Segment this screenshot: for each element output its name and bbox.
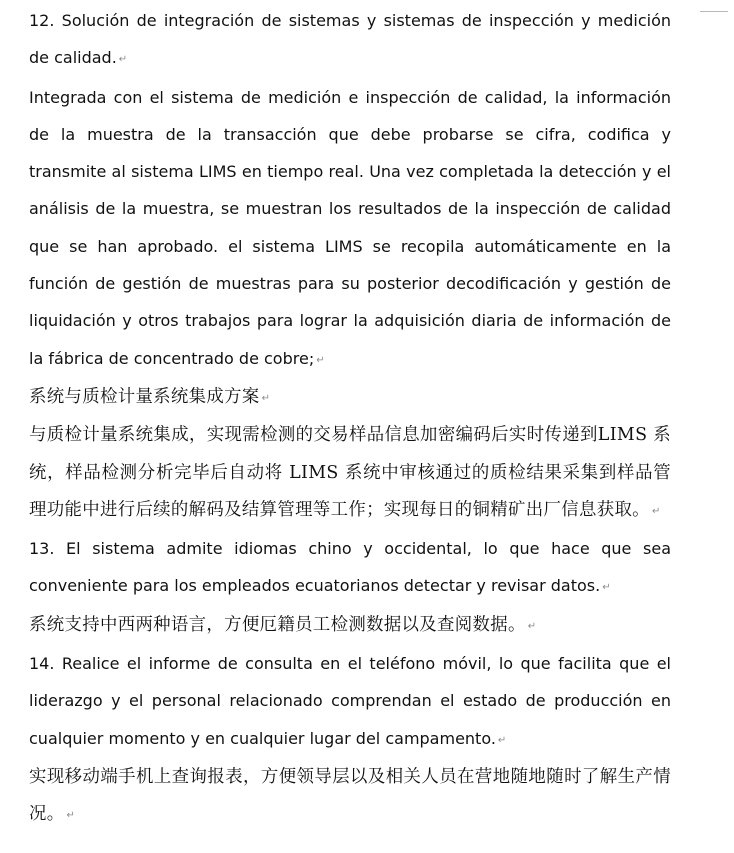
paragraph-mark-icon: ↵ [118, 54, 128, 66]
paragraph-text: Integrada con el sistema de medición e inspección de calidad, la información de la muestra de la transacción que debe probarse se cifra, codifica y transmite al sistema LIMS en tiempo real. Una vez completada la detección y el análisis de la muestra, se muestran los resultados de la inspección de calidad que se han aprobado. el sistema LIMS se recopila automáticamente en la función de gestión de muestras para su posterior decodificación y gestión de liquidación y otros trabajos para lograr la adquisición diaria de información de la fábrica de concentrado de cobre; [29, 87, 671, 368]
paragraph-13 [29, 530, 671, 607]
paragraph-13-zh [29, 607, 671, 645]
paragraph-text: 13. El sistema admite idiomas chino y occidental, lo que hace que sea conveniente para los empleados ecuatorianos detectar y revisar datos. [29, 539, 671, 596]
paragraph-text: 与质检计量系统集成，实现需检测的交易样品信息加密编码后实时传递到LIMS 系统，样品检测分析完毕后自动将 LIMS 系统中审核通过的质检结果采集到样品管理功能中进行后续的解码及结算管理等工作；实现每日的铜精矿出厂信息获取。 [29, 425, 671, 520]
paragraph-12-body-zh [29, 417, 671, 530]
paragraph-mark-icon: ↵ [66, 810, 76, 822]
document-page [29, 0, 671, 835]
paragraph-mark-icon: ↵ [497, 734, 507, 746]
paragraph-text: 12. Solución de integración de sistemas y sistemas de inspección y medición de calidad. [29, 11, 671, 68]
page-corner-rule [700, 11, 728, 12]
paragraph-mark-icon: ↵ [527, 620, 537, 632]
paragraph-mark-icon: ↵ [602, 582, 611, 594]
paragraph-12-heading [29, 2, 671, 79]
paragraph-14 [29, 645, 671, 759]
paragraph-mark-icon: ↵ [651, 505, 661, 517]
paragraph-mark-icon: ↵ [261, 392, 271, 404]
paragraph-text: 14. Realice el informe de consulta en el teléfono móvil, lo que facilita que el liderazgo y el personal relacionado comprendan el estado de producción en cualquier momento y en cualquier lugar del campamento. [29, 654, 671, 748]
paragraph-12-body [29, 79, 671, 379]
paragraph-14-zh [29, 759, 671, 835]
paragraph-text: 系统支持中西两种语言，方便厄籍员工检测数据以及查阅数据。 [29, 614, 526, 635]
paragraph-text: 实现移动端手机上查询报表，方便领导层以及相关人员在营地随地随时了解生产情况。 [29, 766, 671, 825]
paragraph-12-heading-zh [29, 379, 671, 417]
paragraph-mark-icon: ↵ [316, 354, 325, 366]
paragraph-text: 系统与质检计量系统集成方案 [29, 386, 260, 407]
